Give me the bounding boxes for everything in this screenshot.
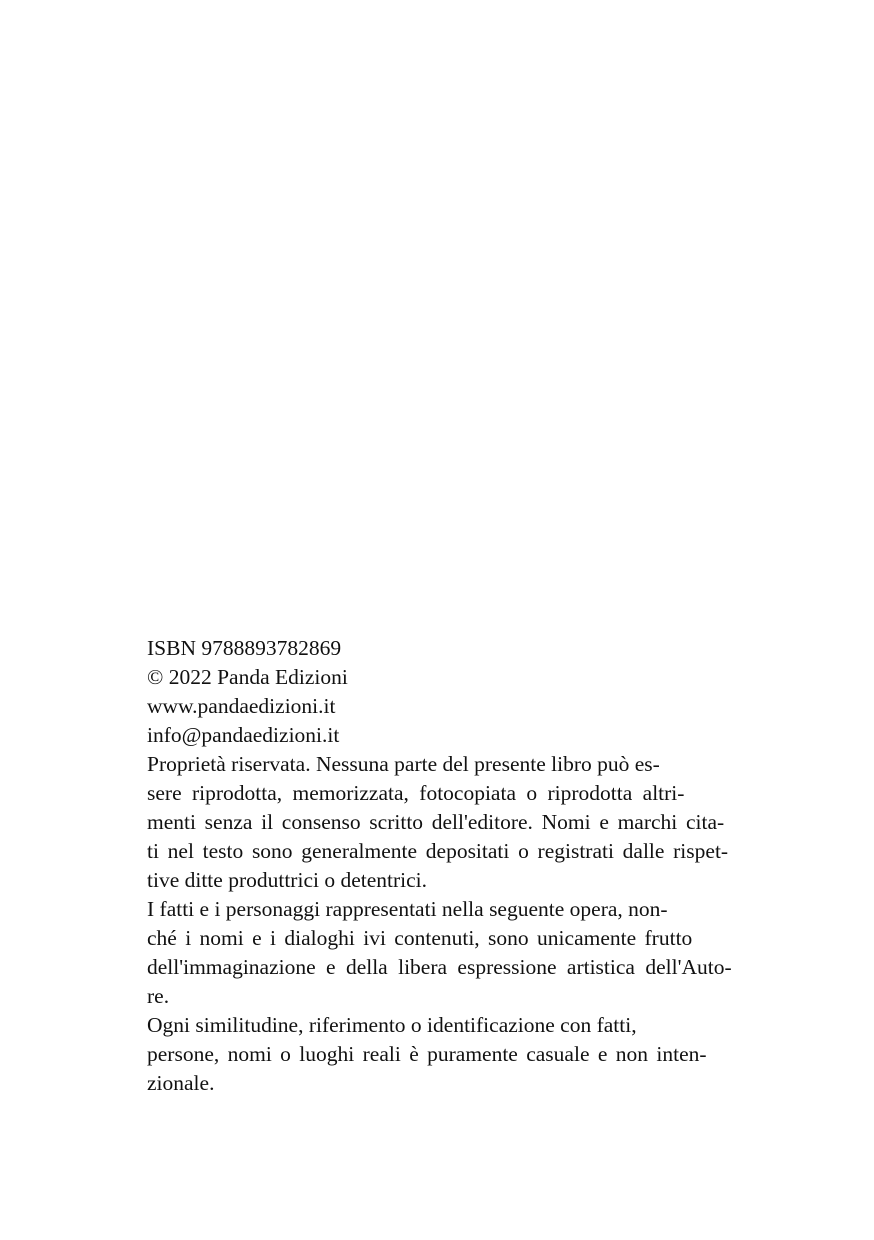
paragraph-line: sere riprodotta, memorizzata, fotocopiata o riprodotta altri- (147, 781, 685, 805)
paragraph-line: tive ditte produttrici o detentrici. (147, 868, 428, 892)
paragraph-line: zionale. (147, 1071, 215, 1095)
website-line: www.pandaedizioni.it (147, 694, 336, 718)
paragraph-line: ti nel testo sono generalmente depositati o registrati dalle rispet- (147, 839, 729, 863)
paragraph-line: Proprietà riservata. Nessuna parte del presente libro può es- (147, 752, 660, 776)
paragraph-line: I fatti e i personaggi rappresentati nella seguente opera, non- (147, 897, 668, 921)
paragraph-line: ché i nomi e i dialoghi ivi contenuti, sono unicamente frutto (147, 926, 693, 950)
isbn-line: ISBN 9788893782869 (147, 636, 342, 660)
fiction-disclaimer-paragraph (117, 895, 755, 1011)
paragraph-line: Ogni similitudine, riferimento o identificazione con fatti, (147, 1013, 637, 1037)
email-line: info@pandaedizioni.it (147, 723, 340, 747)
similarity-disclaimer-paragraph (117, 1011, 755, 1098)
copyright-line: © 2022 Panda Edizioni (147, 665, 348, 689)
paragraph-line: dell'immaginazione e della libera espressione artistica dell'Auto- (147, 955, 732, 979)
paragraph-line: persone, nomi o luoghi reali è puramente casuale e non inten- (147, 1042, 707, 1066)
rights-paragraph (117, 750, 755, 895)
colophon (117, 634, 755, 1098)
paragraph-line: re. (147, 984, 170, 1008)
paragraph-line: menti senza il consenso scritto dell'editore. Nomi e marchi cita- (147, 810, 725, 834)
